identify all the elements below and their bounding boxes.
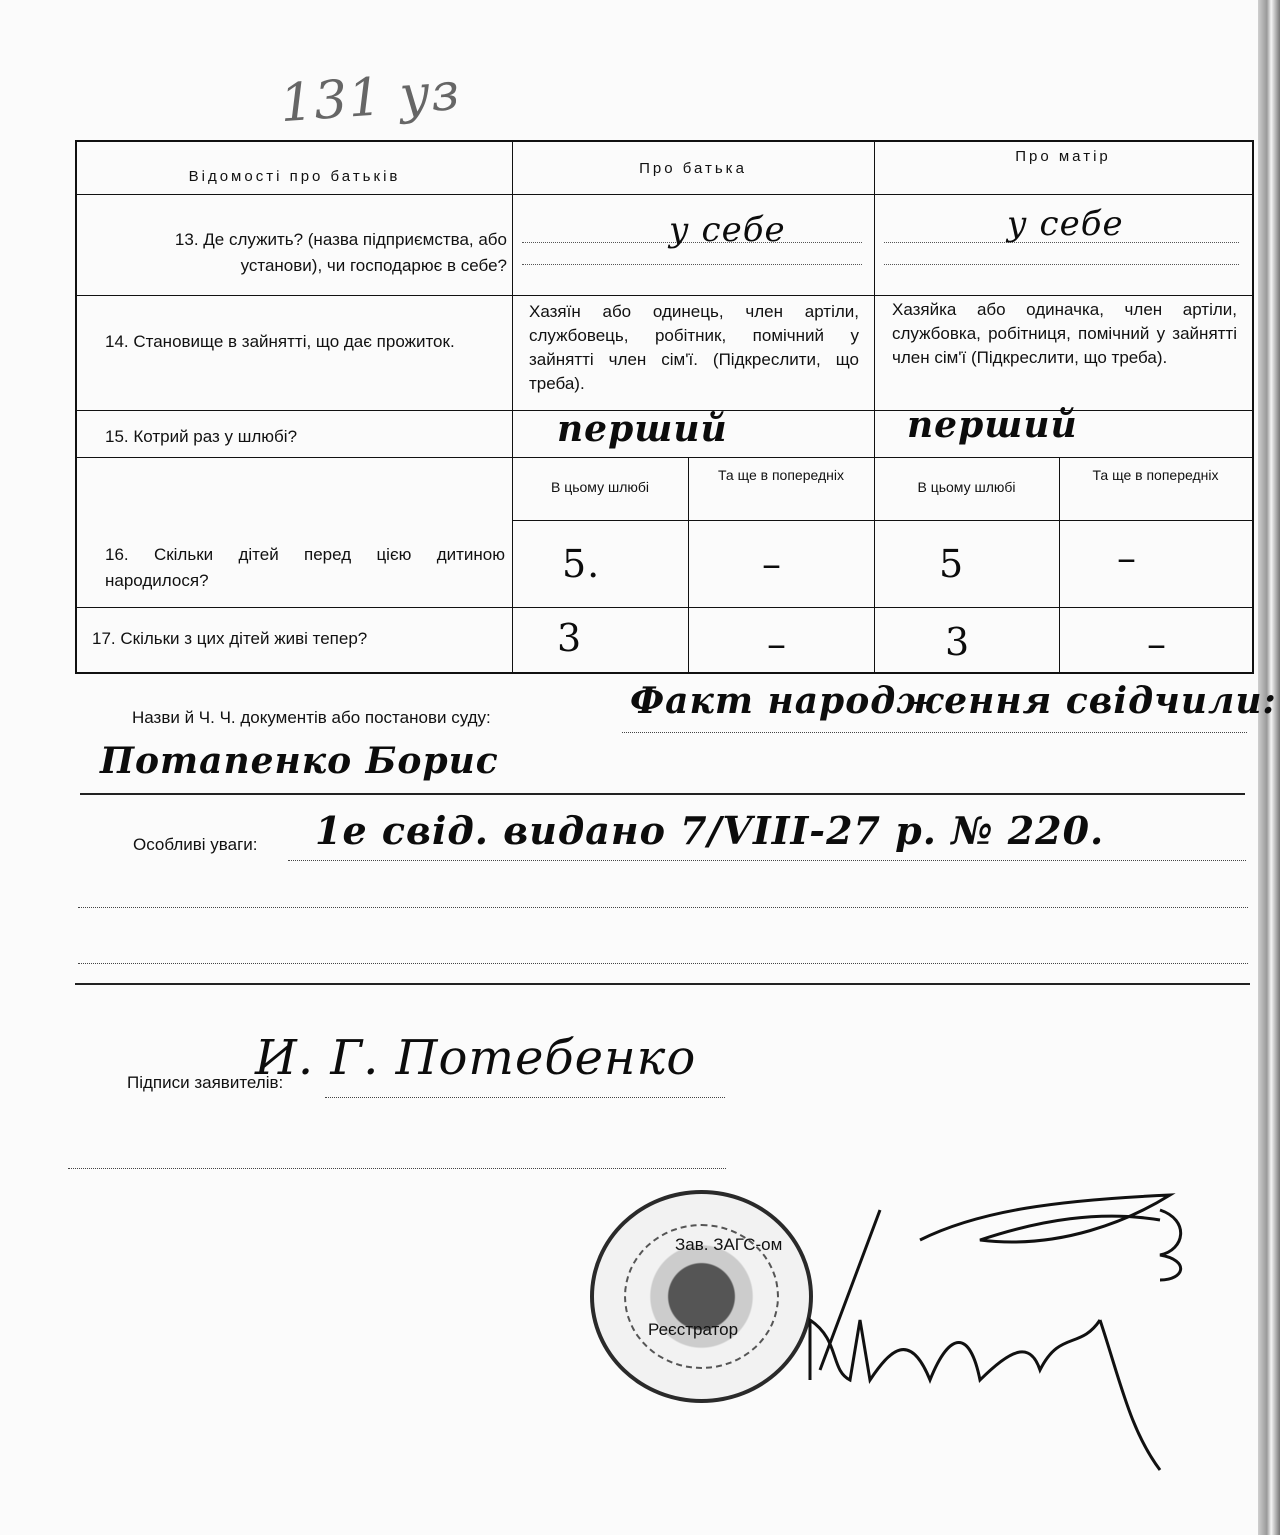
signatures-line — [325, 1097, 725, 1098]
documents-label: Назви й Ч. Ч. документів або постанови суду: — [132, 708, 491, 727]
signatures-line — [68, 1168, 726, 1169]
table-rule — [77, 607, 1252, 608]
remarks-line — [78, 907, 1248, 908]
row-13-father-value: у себе — [669, 210, 786, 250]
documents-line — [622, 732, 1247, 733]
row-15-label: 15. Котрий раз у шлюбі? — [105, 427, 298, 446]
subheader-this-marriage-father: В цьому шлюбі — [550, 479, 650, 495]
remarks-line — [288, 860, 1246, 861]
table-rule — [688, 457, 689, 672]
header-mother: Про матір — [1015, 148, 1111, 165]
table-rule — [77, 295, 1252, 296]
row-13-mother-value: у себе — [1007, 204, 1124, 244]
registrar-label: Реєстратор — [648, 1320, 739, 1339]
documents-value-line2: Потапенко Борис — [100, 740, 499, 782]
remarks-line — [78, 963, 1248, 964]
row-15-father-value: перший — [557, 408, 728, 450]
row-13-mother-line — [884, 264, 1239, 265]
table-rule — [1059, 457, 1060, 672]
table-rule — [77, 194, 1252, 195]
row-16-father-previous: – — [762, 542, 782, 586]
row-13-label: 13. Де служить? (назва підприємства, або установи), чи господарює в себе? — [174, 230, 507, 275]
official-seal — [590, 1190, 813, 1403]
page-edge-shadow — [1258, 0, 1280, 1535]
remarks-label: Особливі уваги: — [133, 835, 258, 854]
signatures-value: И. Г. Потебенко — [255, 1030, 697, 1086]
parents-info-table — [75, 140, 1254, 674]
row-16-label: 16. Скільки дітей перед цією дитиною народилося? — [105, 545, 505, 590]
row-17-father-this: 3 — [557, 616, 583, 660]
row-14-father-options: Хазяїн або одинець, член артіли, службовець, робітник, помічний у зайнятті член сім'ї. (Підкреслити, що треба). — [529, 302, 859, 393]
subheader-previous-mother: Та ще в попередніх — [1092, 467, 1219, 483]
subheader-previous-father: Та ще в попередніх — [718, 467, 844, 483]
remarks-value: 1е свід. видано 7/VIII-27 р. № 220. — [315, 808, 1105, 853]
table-rule — [77, 457, 1252, 458]
row-15-mother-value: перший — [907, 404, 1078, 446]
row-14-mother-options: Хазяйка або одиначка, член артіли, службовка, робітниця, помічний у зайнятті член сім'ї (Підкреслити, що треба). — [892, 300, 1237, 367]
row-14-label: 14. Становище в зайнятті, що дає прожиток. — [105, 332, 455, 351]
documents-value-line1: Факт народження свідчили: — [630, 680, 1277, 722]
subheader-this-marriage-mother: В цьому шлюбі — [917, 479, 1016, 495]
head-of-registry-label: Зав. ЗАГС-ом — [675, 1235, 783, 1254]
remarks-underline — [75, 983, 1250, 985]
row-16-father-this: 5. — [562, 542, 601, 586]
table-rule — [512, 520, 1252, 521]
official-signatures-image — [800, 1180, 1200, 1480]
row-17-mother-this: 3 — [945, 620, 971, 664]
top-handwritten-note: 131 уз — [278, 61, 463, 135]
table-rule — [512, 142, 513, 672]
header-father: Про батька — [639, 160, 747, 177]
row-13-father-line — [522, 264, 862, 265]
row-16-mother-this: 5 — [939, 542, 965, 586]
row-17-father-previous: – — [767, 622, 787, 666]
signatures-label: Підписи заявителів: — [127, 1073, 284, 1092]
header-parents-info: Відомості про батьків — [188, 168, 401, 185]
row-16-mother-previous: – — [1117, 536, 1137, 580]
table-rule — [874, 142, 875, 672]
row-17-mother-previous: – — [1147, 622, 1167, 666]
row-17-label: 17. Скільки з цих дітей живі тепер? — [92, 629, 368, 648]
documents-underline — [80, 793, 1245, 795]
